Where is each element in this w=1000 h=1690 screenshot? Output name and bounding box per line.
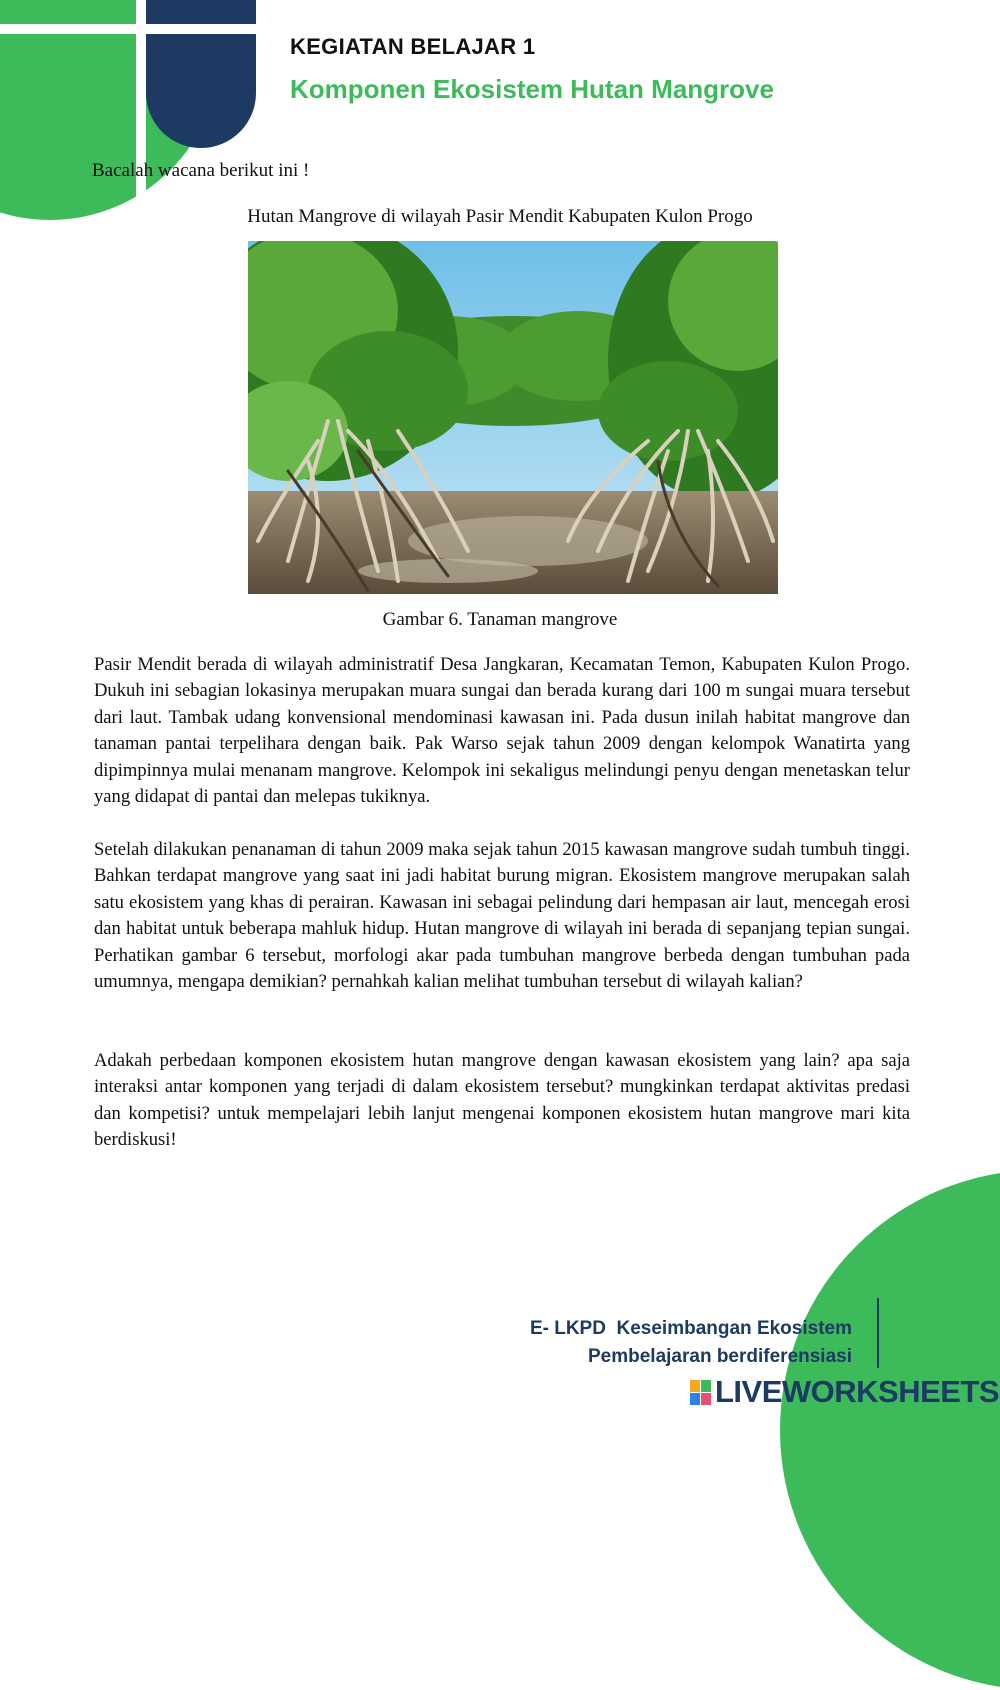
section-kicker: KEGIATAN BELAJAR 1 [290, 34, 536, 59]
paragraph-3: Adakah perbedaan komponen ekosistem hutan mangrove dengan kawasan ekosistem yang lain? apa saja interaksi antar komponen yang terjadi di dalam ekosistem tersebut? mungkinkan terdapat aktivitas predasi dan kompetisi? untuk mempelajari lebih lanjut mengenai komponen ekosistem hutan mangrove mari kita berdiskusi! [94, 1050, 910, 1151]
navy-shape-decoration [146, 0, 256, 148]
footer-subtitle: Pembelajaran berdiferensiasi [587, 1346, 852, 1367]
paragraph-2: Setelah dilakukan penanaman di tahun 2009 maka sejak tahun 2015 kawasan mangrove sudah tumbuh tinggi. Bahkan terdapat mangrove yang saat ini jadi habitat burung migran. Ekosistem mangrove merupakan salah satu ekosistem yang khas di perairan. Kawasan ini sebagai pelindung dari hempasan air laut, mencegah erosi dan habitat untuk beberapa mahluk hidup. Hutan mangrove di wilayah ini berada di sepanjang tepian sungai. Perhatikan gambar 6 tersebut, morfologi akar pada tumbuhan mangrove berbeda dengan tumbuhan pada umumnya, mengapa demikian? pernahkah kalian melihat tumbuhan tersebut di wilayah kalian? [94, 839, 910, 993]
divider-horizontal [0, 24, 260, 34]
figure-caption: Gambar 6. Tanaman mangrove [382, 609, 618, 630]
liveworksheets-wordmark: LIVEWORKSHEETS [715, 1374, 1000, 1409]
footer-divider [877, 1298, 879, 1368]
green-corner-decoration [780, 1170, 1000, 1690]
liveworksheets-logo[interactable] [690, 1374, 999, 1410]
instruction-text: Bacalah wacana berikut ini ! [92, 160, 310, 181]
figure-title: Hutan Mangrove di wilayah Pasir Mendit Kabupaten Kulon Progo [247, 206, 753, 227]
liveworksheets-icon [690, 1380, 711, 1405]
page-title: Komponen Ekosistem Hutan Mangrove [290, 74, 774, 104]
paragraph-1: Pasir Mendit berada di wilayah administratif Desa Jangkaran, Kecamatan Temon, Kabupaten Kulon Progo. Dukuh ini sebagian lokasinya merupakan muara sungai dan berada kurang dari 100 m sungai muara tersebut dari laut. Tambak udang konvensional mendominasi kawasan ini. Pada dusun inilah habitat mangrove dan tanaman pantai terpelihara dengan baik. Pak Warso sejak tahun 2009 dengan kelompok Wanatirta yang dipimpinnya mulai menanam mangrove. Kelompok ini sekaligus melindungi penyu dengan menetaskan telur yang didapat di pantai dan melepas tukiknya. [94, 654, 910, 808]
footer-title: E- LKPD Keseimbangan Ekosistem [529, 1318, 852, 1339]
mangrove-photo [248, 241, 778, 594]
